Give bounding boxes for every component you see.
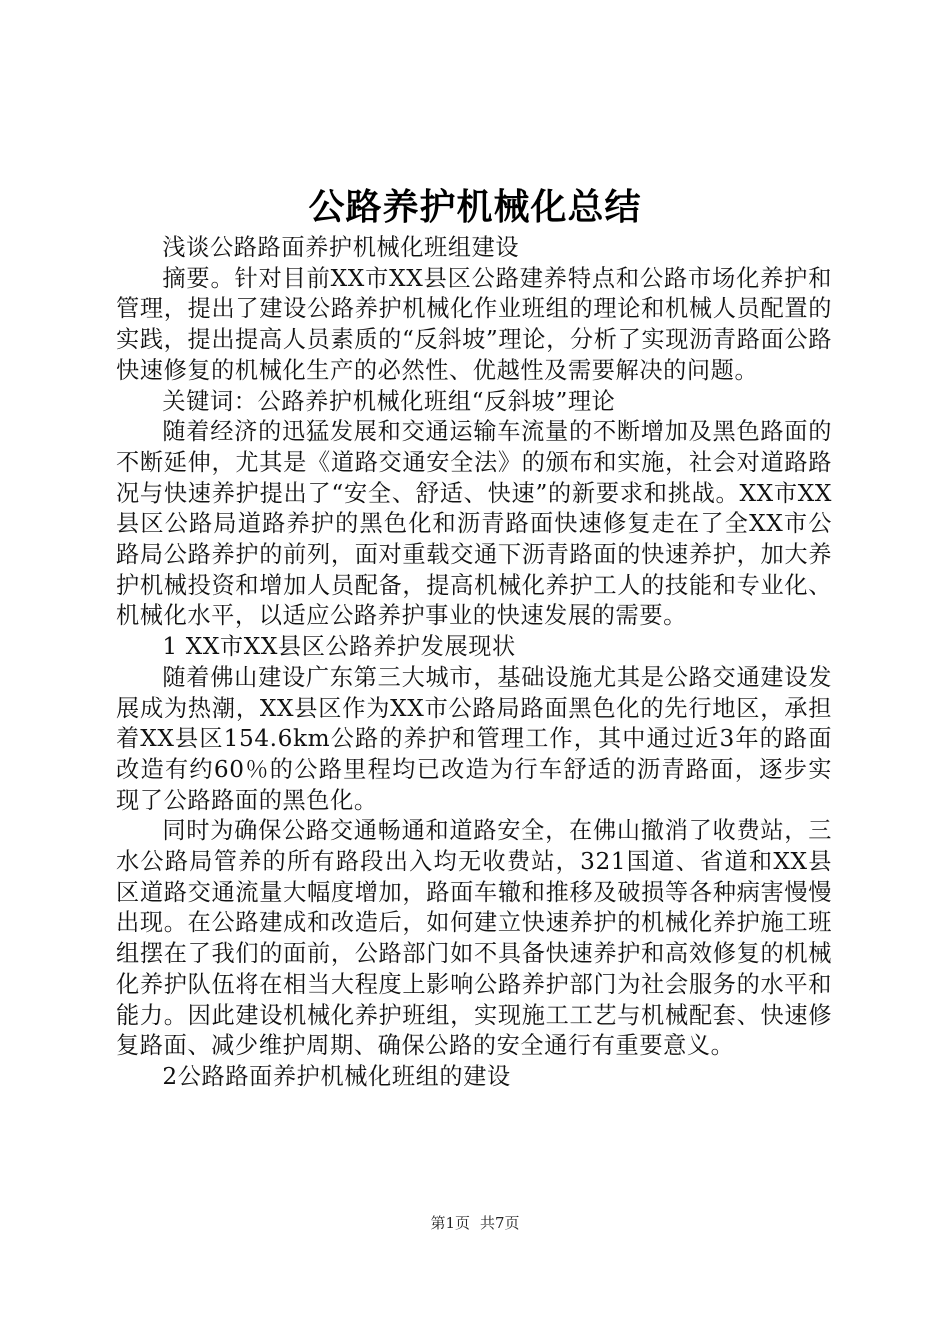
section-1-paragraph-1: 随着佛山建设广东第三大城市，基础设施尤其是公路交通建设发展成为热潮，XX县区作为XX市公路局路面黑色化的先行地区，承担着XX县区154.6km公路的养护和管理工作，其中通过近3年的路面改造有约60％的公路里程均已改造为行车舒适的沥青路面，逐步实现了公路路面的黑色化。 [116, 663, 832, 814]
section-1-heading: 1 XX市XX县区公路养护发展现状 [162, 633, 516, 661]
document-body [116, 233, 832, 1093]
section-1-paragraph-2: 同时为确保公路交通畅通和道路安全，在佛山撤消了收费站，三水公路局管养的所有路段出入均无收费站，321国道、省道和XX县区道路交通流量大幅度增加，路面车辙和推移及破损等各种病害慢慢出现。在公路建成和改造后，如何建立快速养护的机械化养护施工班组摆在了我们的面前，公路部门如不具备快速养护和高效修复的机械化养护队伍将在相当大程度上影响公路养护部门为社会服务的水平和能力。因此建设机械化养护班组，实现施工工艺与机械配套、快速修复路面、减少维护周期、确保公路的安全通行有重要意义。 [116, 817, 832, 1060]
subtitle-paragraph: 浅谈公路路面养护机械化班组建设 [162, 234, 520, 261]
section-2-heading: 2公路路面养护机械化班组的建设 [162, 1062, 511, 1090]
document-title: 公路养护机械化总结 [308, 187, 642, 228]
page-footer [0, 1212, 950, 1234]
keywords-paragraph: 关键词：公路养护机械化班组“反斜坡”理论 [162, 387, 616, 415]
page-total: 共7页 [480, 1214, 520, 1232]
page-number: 第1页 [430, 1214, 470, 1232]
abstract-paragraph: 摘要。针对目前XX市XX县区公路建养特点和公路市场化养护和管理，提出了建设公路养护机械化作业班组的理论和机械人员配置的实践，提出提高人员素质的“反斜坡”理论，分析了实现沥青路面公路快速修复的机械化生产的必然性、优越性及需要解决的问题。 [116, 264, 832, 384]
intro-paragraph: 随着经济的迅猛发展和交通运输车流量的不断增加及黑色路面的不断延伸，尤其是《道路交通安全法》的颁布和实施，社会对道路路况与快速养护提出了“安全、舒适、快速”的新要求和挑战。XX市XX县区公路局道路养护的黑色化和沥青路面快速修复走在了全XX市公路局公路养护的前列，面对重载交通下沥青路面的快速养护，加大养护机械投资和增加人员配备，提高机械化养护工人的技能和专业化、机械化水平，以适应公路养护事业的快速发展的需要。 [116, 418, 832, 630]
